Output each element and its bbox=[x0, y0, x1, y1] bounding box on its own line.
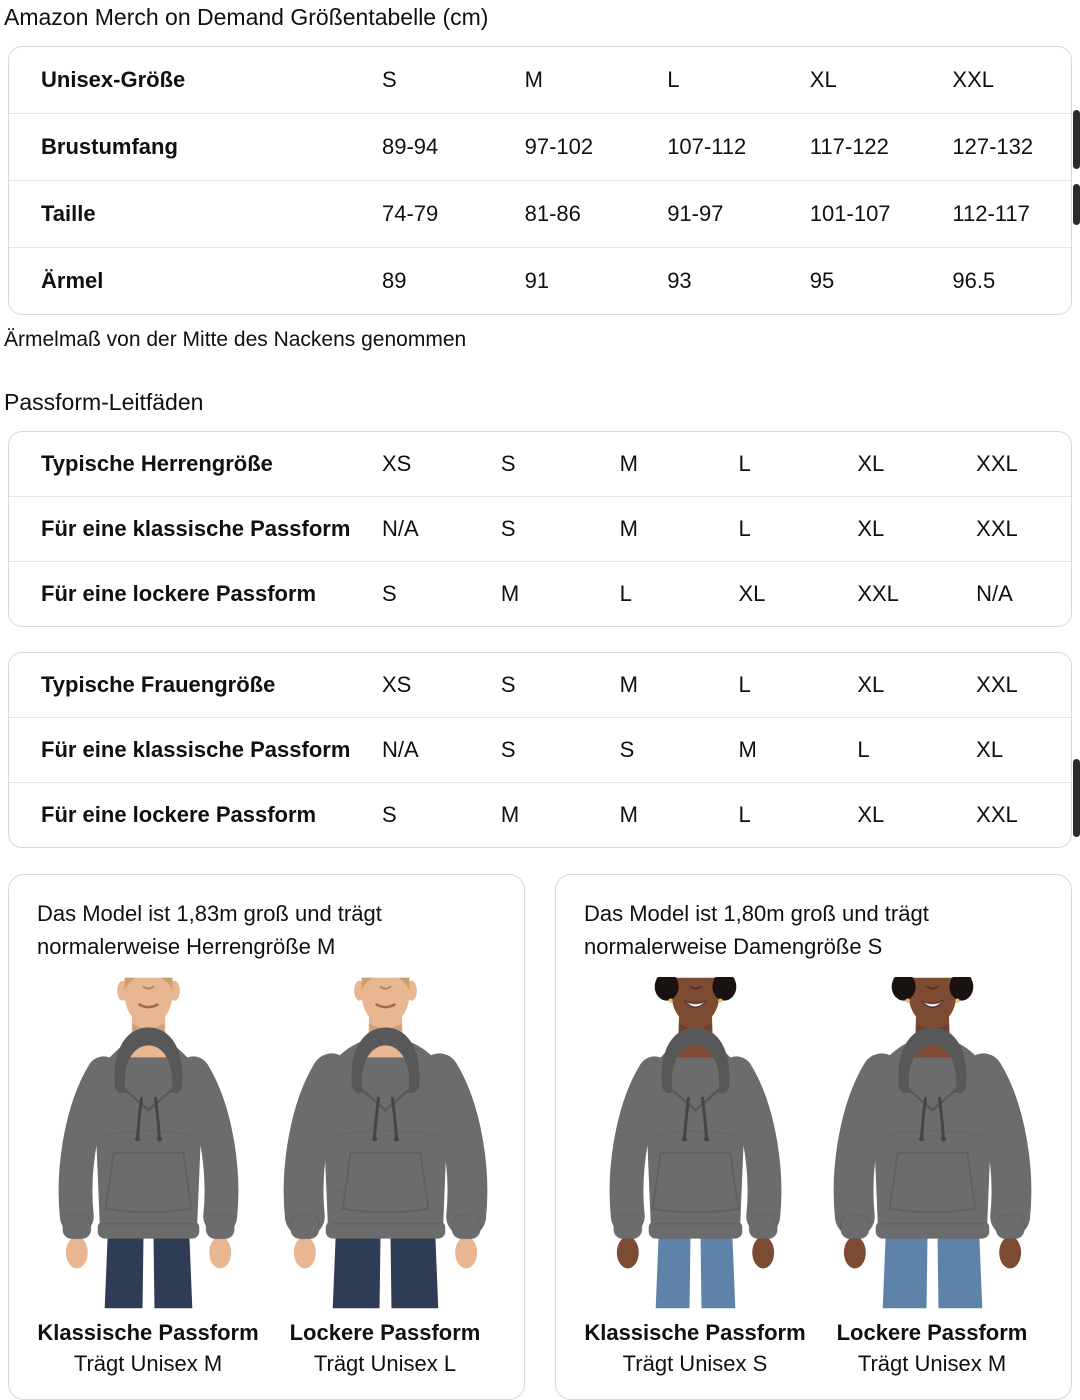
row-label: Ärmel bbox=[41, 268, 104, 293]
value-cell: N/A bbox=[382, 737, 419, 762]
value-cell: M bbox=[619, 516, 638, 541]
value-cell: 81-86 bbox=[524, 201, 581, 226]
value-cell: XL bbox=[857, 672, 885, 697]
value-cell: L bbox=[619, 581, 632, 606]
value-cell: 107-112 bbox=[667, 134, 747, 159]
model-photos bbox=[29, 977, 504, 1376]
model-description: Das Model ist 1,83m groß und trägt normalerweise Herrengröße M bbox=[37, 901, 382, 959]
value-cell: 101-107 bbox=[809, 201, 891, 226]
wears-size-label: Trägt Unisex S bbox=[622, 1351, 768, 1376]
table-row bbox=[9, 782, 1071, 847]
row-label: Unisex-Größe bbox=[41, 67, 186, 92]
female-model-card bbox=[555, 874, 1072, 1400]
value-cell: XL bbox=[857, 451, 885, 476]
row-label: Für eine klassische Passform bbox=[41, 516, 351, 541]
scrollbar-thumb[interactable] bbox=[1073, 759, 1080, 837]
fit-guides-heading: Passform-Leitfäden bbox=[4, 389, 204, 415]
value-cell: XXL bbox=[976, 672, 1018, 697]
table-row bbox=[9, 653, 1071, 717]
row-label: Für eine lockere Passform bbox=[41, 581, 317, 606]
table-row bbox=[9, 432, 1071, 496]
value-cell: L bbox=[857, 737, 870, 762]
value-cell: S bbox=[500, 516, 516, 541]
value-cell: M bbox=[500, 581, 520, 606]
value-cell: 127-132 bbox=[952, 134, 1034, 159]
male-model-card bbox=[8, 874, 525, 1400]
value-cell: XL bbox=[857, 516, 885, 541]
value-cell: S bbox=[500, 451, 516, 476]
value-cell: M bbox=[619, 802, 638, 827]
model-photo bbox=[820, 977, 1045, 1309]
value-cell: M bbox=[619, 672, 638, 697]
value-cell: L bbox=[738, 672, 751, 697]
size-cell: XL bbox=[809, 67, 837, 92]
value-cell: 95 bbox=[809, 268, 835, 293]
value-cell: S bbox=[382, 581, 397, 606]
value-cell: XXL bbox=[976, 802, 1018, 827]
value-cell: XS bbox=[382, 672, 412, 697]
value-cell: M bbox=[619, 451, 638, 476]
value-cell: 112-117 bbox=[952, 201, 1030, 226]
value-cell: XS bbox=[382, 451, 412, 476]
sleeve-measure-note: Ärmelmaß von der Mitte des Nackens genommen bbox=[4, 328, 467, 351]
value-cell: S bbox=[500, 737, 516, 762]
value-cell: 117-122 bbox=[809, 134, 889, 159]
value-cell: S bbox=[619, 737, 635, 762]
model-description: Das Model ist 1,80m groß und trägt normalerweise Damengröße S bbox=[584, 901, 929, 959]
fit-type-label: Lockere Passform bbox=[836, 1320, 1028, 1345]
model-cards-row bbox=[8, 874, 1072, 1400]
value-cell: XXL bbox=[976, 516, 1018, 541]
size-cell: S bbox=[382, 67, 397, 92]
wears-size-label: Trägt Unisex M bbox=[857, 1351, 1007, 1376]
page-title: Amazon Merch on Demand Größentabelle (cm) bbox=[4, 4, 489, 30]
value-cell: N/A bbox=[976, 581, 1013, 606]
fit-type-label: Klassische Passform bbox=[37, 1320, 259, 1345]
model-photo bbox=[583, 977, 808, 1309]
unisex-size-table bbox=[8, 46, 1072, 315]
model-photos bbox=[576, 977, 1051, 1376]
value-cell: N/A bbox=[382, 516, 419, 541]
table-header-row bbox=[9, 47, 1071, 113]
fit-type-label: Lockere Passform bbox=[289, 1320, 481, 1345]
value-cell: XXL bbox=[976, 451, 1018, 476]
table-row bbox=[9, 113, 1071, 180]
value-cell: 93 bbox=[667, 268, 692, 293]
size-cell: M bbox=[524, 67, 543, 92]
value-cell: XL bbox=[738, 581, 766, 606]
size-cell: L bbox=[667, 67, 680, 92]
model-figure bbox=[273, 977, 498, 1376]
wears-size-label: Trägt Unisex L bbox=[313, 1351, 457, 1376]
value-cell: 97-102 bbox=[524, 134, 594, 159]
value-cell: 91-97 bbox=[667, 201, 724, 226]
mens-fit-table bbox=[8, 431, 1072, 627]
value-cell: L bbox=[738, 516, 751, 541]
value-cell: 91 bbox=[524, 268, 550, 293]
row-label: Für eine klassische Passform bbox=[41, 737, 351, 762]
row-label: Für eine lockere Passform bbox=[41, 802, 317, 827]
value-cell: 89-94 bbox=[382, 134, 439, 159]
value-cell: L bbox=[738, 802, 751, 827]
table-row bbox=[9, 180, 1071, 247]
scrollbar-thumb[interactable] bbox=[1073, 184, 1080, 225]
womens-fit-table bbox=[8, 652, 1072, 848]
value-cell: 96.5 bbox=[952, 268, 996, 293]
value-cell: 89 bbox=[382, 268, 407, 293]
value-cell: S bbox=[382, 802, 397, 827]
table-row bbox=[9, 717, 1071, 782]
fit-type-label: Klassische Passform bbox=[584, 1320, 806, 1345]
row-label: Typische Herrengröße bbox=[41, 451, 273, 476]
value-cell: M bbox=[738, 737, 757, 762]
value-cell: XXL bbox=[857, 581, 899, 606]
table-row bbox=[9, 247, 1071, 314]
model-photo bbox=[36, 977, 261, 1309]
model-figure bbox=[36, 977, 261, 1376]
value-cell: S bbox=[500, 672, 516, 697]
model-figure bbox=[583, 977, 808, 1376]
row-label: Taille bbox=[41, 201, 96, 226]
size-cell: XXL bbox=[952, 67, 994, 92]
wears-size-label: Trägt Unisex M bbox=[73, 1351, 223, 1376]
row-label: Brustumfang bbox=[41, 134, 178, 159]
value-cell: XL bbox=[976, 737, 1004, 762]
value-cell: M bbox=[500, 802, 520, 827]
model-figure bbox=[820, 977, 1045, 1376]
scrollbar-thumb[interactable] bbox=[1073, 110, 1080, 169]
value-cell: XL bbox=[857, 802, 885, 827]
row-label: Typische Frauengröße bbox=[41, 672, 276, 697]
value-cell: L bbox=[738, 451, 751, 476]
table-row bbox=[9, 496, 1071, 561]
table-row bbox=[9, 561, 1071, 626]
model-photo bbox=[273, 977, 498, 1309]
value-cell: 74-79 bbox=[382, 201, 439, 226]
